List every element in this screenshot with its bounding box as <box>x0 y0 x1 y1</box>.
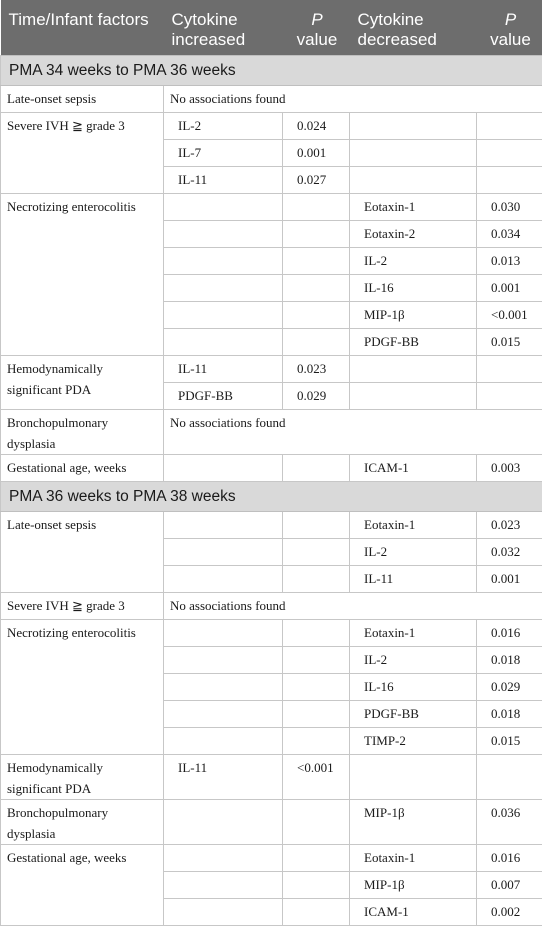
p-value-increased-cell: 0.023 <box>283 356 350 383</box>
table-row <box>1 845 542 872</box>
cytokine-increased-cell <box>164 728 283 755</box>
factor-cell: Hemodynamically significant PDA <box>1 356 164 410</box>
factor-cell: Hemodynamically significant PDA <box>1 755 164 800</box>
p-value-decreased-cell: 0.003 <box>477 455 542 482</box>
cytokine-decreased-cell: MIP-1β <box>350 302 477 329</box>
cytokine-increased-cell <box>164 539 283 566</box>
table-row <box>1 620 542 647</box>
p-value-increased-cell <box>283 248 350 275</box>
p-value-decreased-cell: 0.007 <box>477 872 542 899</box>
cytokine-increased-cell <box>164 674 283 701</box>
section-row <box>1 56 542 86</box>
cytokine-decreased-cell: Eotaxin-1 <box>350 620 477 647</box>
table-row <box>1 194 542 221</box>
header-p-value-decreased <box>477 0 542 56</box>
cytokine-decreased-cell: PDGF-BB <box>350 329 477 356</box>
p-value-increased-cell: 0.001 <box>283 140 350 167</box>
section-title: PMA 36 weeks to PMA 38 weeks <box>1 482 542 512</box>
p-value-decreased-cell: 0.001 <box>477 566 542 593</box>
cytokine-increased-cell <box>164 302 283 329</box>
p-value-increased-cell <box>283 512 350 539</box>
p-value-increased-cell <box>283 647 350 674</box>
cytokine-increased-cell <box>164 221 283 248</box>
p-value-decreased-cell <box>477 113 542 140</box>
factor-cell: Gestational age, weeks <box>1 455 164 482</box>
p-value-increased-cell <box>283 329 350 356</box>
p-value-decreased-cell: 0.013 <box>477 248 542 275</box>
cytokine-decreased-cell: PDGF-BB <box>350 701 477 728</box>
p-value-decreased-cell <box>477 356 542 383</box>
cytokine-increased-cell: IL-7 <box>164 140 283 167</box>
p-value-increased-cell <box>283 899 350 926</box>
p-value-decreased-cell <box>477 140 542 167</box>
cytokine-decreased-cell: Eotaxin-1 <box>350 845 477 872</box>
p-value-increased-cell <box>283 539 350 566</box>
p-value-decreased-cell: 0.036 <box>477 800 542 845</box>
p-value-increased-cell <box>283 701 350 728</box>
cytokine-decreased-cell: Eotaxin-1 <box>350 194 477 221</box>
cytokine-decreased-cell: IL-16 <box>350 275 477 302</box>
cytokine-increased-cell <box>164 512 283 539</box>
cytokine-decreased-cell <box>350 167 477 194</box>
cytokine-increased-cell <box>164 800 283 845</box>
factor-cell: Late-onset sepsis <box>1 512 164 593</box>
p-value-increased-cell <box>283 845 350 872</box>
p-value-decreased-cell: 0.034 <box>477 221 542 248</box>
table-row <box>1 755 542 800</box>
cytokine-decreased-cell: IL-2 <box>350 248 477 275</box>
p-value-decreased-cell: 0.001 <box>477 275 542 302</box>
p-value-decreased-cell <box>477 383 542 410</box>
header-p-italic: P <box>505 10 516 29</box>
cytokine-decreased-cell: MIP-1β <box>350 800 477 845</box>
table-row <box>1 356 542 383</box>
cytokine-decreased-cell <box>350 383 477 410</box>
cytokine-increased-cell <box>164 248 283 275</box>
p-value-increased-cell <box>283 455 350 482</box>
cytokine-decreased-cell: IL-2 <box>350 539 477 566</box>
p-value-increased-cell: 0.027 <box>283 167 350 194</box>
cytokine-increased-cell <box>164 845 283 872</box>
p-value-increased-cell <box>283 302 350 329</box>
cytokine-increased-cell <box>164 329 283 356</box>
factor-cell: Necrotizing enterocolitis <box>1 194 164 356</box>
table-row <box>1 113 542 140</box>
cytokine-decreased-cell: Eotaxin-1 <box>350 512 477 539</box>
p-value-decreased-cell: 0.029 <box>477 674 542 701</box>
table-row <box>1 800 542 845</box>
cytokine-decreased-cell: ICAM-1 <box>350 899 477 926</box>
p-value-increased-cell <box>283 674 350 701</box>
p-value-increased-cell <box>283 275 350 302</box>
p-value-increased-cell <box>283 566 350 593</box>
factor-cell: Severe IVH ≧ grade 3 <box>1 593 164 620</box>
header-cytokine-increased: Cytokine increased <box>164 0 283 56</box>
factor-cell: Gestational age, weeks <box>1 845 164 926</box>
header-p-word: value <box>297 30 338 49</box>
p-value-decreased-cell: 0.032 <box>477 539 542 566</box>
section-title: PMA 34 weeks to PMA 36 weeks <box>1 56 542 86</box>
header-factor: Time/Infant factors <box>1 0 164 56</box>
p-value-decreased-cell: 0.002 <box>477 899 542 926</box>
cytokine-increased-cell <box>164 872 283 899</box>
cytokine-decreased-cell: ICAM-1 <box>350 455 477 482</box>
factor-cell: Necrotizing enterocolitis <box>1 620 164 755</box>
p-value-decreased-cell <box>477 755 542 800</box>
cytokine-decreased-cell <box>350 140 477 167</box>
section-row <box>1 482 542 512</box>
factor-cell: Severe IVH ≧ grade 3 <box>1 113 164 194</box>
cytokine-decreased-cell <box>350 356 477 383</box>
cytokine-increased-cell: PDGF-BB <box>164 383 283 410</box>
table-header <box>1 0 542 56</box>
cytokine-increased-cell <box>164 566 283 593</box>
p-value-decreased-cell: 0.016 <box>477 845 542 872</box>
table-row <box>1 410 542 455</box>
p-value-increased-cell: 0.024 <box>283 113 350 140</box>
p-value-decreased-cell <box>477 167 542 194</box>
cytokine-decreased-cell: MIP-1β <box>350 872 477 899</box>
p-value-increased-cell <box>283 800 350 845</box>
p-value-decreased-cell: 0.023 <box>477 512 542 539</box>
p-value-decreased-cell: 0.015 <box>477 329 542 356</box>
cytokine-decreased-cell: IL-11 <box>350 566 477 593</box>
no-association-note: No associations found <box>164 593 542 620</box>
header-p-word: value <box>490 30 531 49</box>
p-value-increased-cell <box>283 728 350 755</box>
p-value-decreased-cell: 0.018 <box>477 647 542 674</box>
cytokine-increased-cell: IL-11 <box>164 755 283 800</box>
cytokine-decreased-cell <box>350 113 477 140</box>
p-value-increased-cell <box>283 221 350 248</box>
cytokine-increased-cell <box>164 647 283 674</box>
cytokine-increased-cell <box>164 194 283 221</box>
header-cytokine-decreased: Cytokine decreased <box>350 0 477 56</box>
p-value-increased-cell: <0.001 <box>283 755 350 800</box>
cytokine-decreased-cell: Eotaxin-2 <box>350 221 477 248</box>
cytokine-decreased-cell: IL-16 <box>350 674 477 701</box>
header-p-value-increased <box>283 0 350 56</box>
p-value-decreased-cell: 0.016 <box>477 620 542 647</box>
cytokine-increased-cell <box>164 701 283 728</box>
cytokine-decreased-cell: IL-2 <box>350 647 477 674</box>
p-value-decreased-cell: <0.001 <box>477 302 542 329</box>
factor-cell: Bronchopulmonary dysplasia <box>1 800 164 845</box>
p-value-decreased-cell: 0.030 <box>477 194 542 221</box>
p-value-decreased-cell: 0.015 <box>477 728 542 755</box>
factor-cell: Bronchopulmonary dysplasia <box>1 410 164 455</box>
p-value-decreased-cell: 0.018 <box>477 701 542 728</box>
cytokine-increased-cell: IL-11 <box>164 167 283 194</box>
table-row <box>1 593 542 620</box>
table-row <box>1 86 542 113</box>
cytokine-increased-cell <box>164 455 283 482</box>
p-value-increased-cell <box>283 872 350 899</box>
p-value-increased-cell <box>283 620 350 647</box>
table-body <box>1 56 542 926</box>
cytokine-increased-cell: IL-2 <box>164 113 283 140</box>
cytokine-decreased-cell <box>350 755 477 800</box>
no-association-note: No associations found <box>164 86 542 113</box>
factor-cell: Late-onset sepsis <box>1 86 164 113</box>
no-association-note: No associations found <box>164 410 542 455</box>
cytokine-increased-cell <box>164 620 283 647</box>
table-row <box>1 455 542 482</box>
header-p-italic: P <box>311 10 322 29</box>
p-value-increased-cell <box>283 194 350 221</box>
cytokine-increased-cell: IL-11 <box>164 356 283 383</box>
cytokine-increased-cell <box>164 275 283 302</box>
cytokine-decreased-cell: TIMP-2 <box>350 728 477 755</box>
cytokine-increased-cell <box>164 899 283 926</box>
p-value-increased-cell: 0.029 <box>283 383 350 410</box>
header-row <box>1 0 542 56</box>
table-row <box>1 512 542 539</box>
